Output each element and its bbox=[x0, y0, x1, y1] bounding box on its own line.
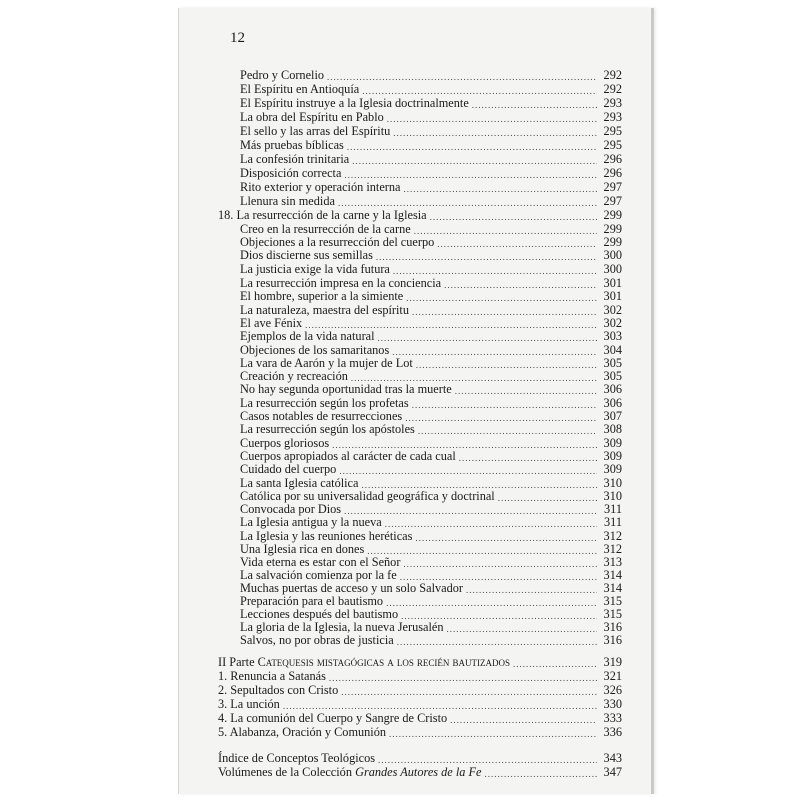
toc-entry: El hombre, superior a la simiente ..... 301 bbox=[240, 290, 622, 303]
toc-entry: 2. Sepultados con Cristo ..... 326 bbox=[218, 684, 622, 697]
toc-entry: La resurrección según los apóstoles ..... 308 bbox=[240, 423, 622, 436]
toc-entry: Ejemplos de la vida natural ..... 303 bbox=[240, 330, 622, 343]
toc-entry: Creo en la resurrección de la carne ..... 299 bbox=[240, 223, 622, 236]
toc-entry: Católica por su universalidad geográfica y doctrinal ..... 310 bbox=[240, 490, 622, 503]
toc-entry: Objeciones a la resurrección del cuerpo ..... 299 bbox=[240, 236, 622, 249]
toc-collection-entry: Volúmenes de la Colección Grandes Autores de la Fe ..... 347 bbox=[218, 766, 622, 779]
toc-entry: Muchas puertas de acceso y un solo Salvador ..... 314 bbox=[240, 582, 622, 595]
toc-entry: 5. Alabanza, Oración y Comunión ..... 336 bbox=[218, 726, 622, 739]
toc-entry: Creación y recreación ..... 305 bbox=[240, 370, 622, 383]
toc-part-2-heading: II Parte Catequesis mistagógicas a los recién bautizados ..... 319 bbox=[218, 656, 622, 669]
toc-entry: Una Iglesia rica en dones ..... 312 bbox=[240, 543, 622, 556]
toc-entry: Salvos, no por obras de justicia ..... 316 bbox=[240, 634, 622, 647]
toc-entry: Preparación para el bautismo ..... 315 bbox=[240, 595, 622, 608]
toc-entry: Convocada por Dios ..... 311 bbox=[240, 503, 622, 516]
toc-entry: El Espíritu instruye a la Iglesia doctrinalmente ..... 293 bbox=[240, 97, 622, 110]
toc-entry: 3. La unción ..... 330 bbox=[218, 698, 622, 711]
toc-entry: El sello y las arras del Espíritu ..... 295 bbox=[240, 125, 622, 138]
toc-chapter-18: 18. La resurrección de la carne y la Iglesia ..... 299 bbox=[218, 209, 622, 222]
toc-entry: 4. La comunión del Cuerpo y Sangre de Cristo ..... 333 bbox=[218, 712, 622, 725]
toc-entry: La vara de Aarón y la mujer de Lot ..... 305 bbox=[240, 357, 622, 370]
toc-entry: Disposición correcta ..... 296 bbox=[240, 167, 622, 180]
toc-entry: La santa Iglesia católica ..... 310 bbox=[240, 477, 622, 490]
toc-entry: Cuerpos apropiados al carácter de cada cual ..... 309 bbox=[240, 450, 622, 463]
toc-entry: La salvación comienza por la fe ..... 314 bbox=[240, 569, 622, 582]
toc-entry: Casos notables de resurrecciones ..... 307 bbox=[240, 410, 622, 423]
toc-entry: La obra del Espíritu en Pablo ..... 293 bbox=[240, 111, 622, 124]
toc-entry: La confesión trinitaria ..... 296 bbox=[240, 153, 622, 166]
toc-entry: 1. Renuncia a Satanás ..... 321 bbox=[218, 670, 622, 683]
toc-entry: Dios discierne sus semillas ..... 300 bbox=[240, 249, 622, 262]
toc-entry: La naturaleza, maestra del espíritu ..... 302 bbox=[240, 304, 622, 317]
toc-entry: No hay segunda oportunidad tras la muerte ..... 306 bbox=[240, 383, 622, 396]
toc-entry: El Espíritu en Antioquía ..... 292 bbox=[240, 83, 622, 96]
toc-entry: La Iglesia y las reuniones heréticas ..... 312 bbox=[240, 530, 622, 543]
toc-entry: La justicia exige la vida futura ..... 300 bbox=[240, 263, 622, 276]
toc-entry: Llenura sin medida ..... 297 bbox=[240, 195, 622, 208]
toc-entry: Pedro y Cornelio ..... 292 bbox=[240, 69, 622, 82]
page-number: 12 bbox=[230, 30, 245, 46]
toc-entry: La Iglesia antigua y la nueva ..... 311 bbox=[240, 516, 622, 529]
toc-entry: El ave Fénix ..... 302 bbox=[240, 317, 622, 330]
toc-entry: Más pruebas bíblicas ..... 295 bbox=[240, 139, 622, 152]
toc-entry: Cuerpos gloriosos ..... 309 bbox=[240, 437, 622, 450]
toc-entry: Objeciones de los samaritanos ..... 304 bbox=[240, 344, 622, 357]
toc-entry: Vida eterna es estar con el Señor ..... 313 bbox=[240, 556, 622, 569]
toc-entry: La gloria de la Iglesia, la nueva Jerusalén ..... 316 bbox=[240, 621, 622, 634]
toc-entry: La resurrección según los profetas ..... 306 bbox=[240, 397, 622, 410]
toc-index-entry: Índice de Conceptos Teológicos ..... 343 bbox=[218, 752, 622, 765]
toc-entry: Cuidado del cuerpo ..... 309 bbox=[240, 463, 622, 476]
toc-entry: Rito exterior y operación interna ..... 297 bbox=[240, 181, 622, 194]
toc-entry: Lecciones después del bautismo ..... 315 bbox=[240, 608, 622, 621]
toc-entry: La resurrección impresa en la conciencia ..... 301 bbox=[240, 277, 622, 290]
